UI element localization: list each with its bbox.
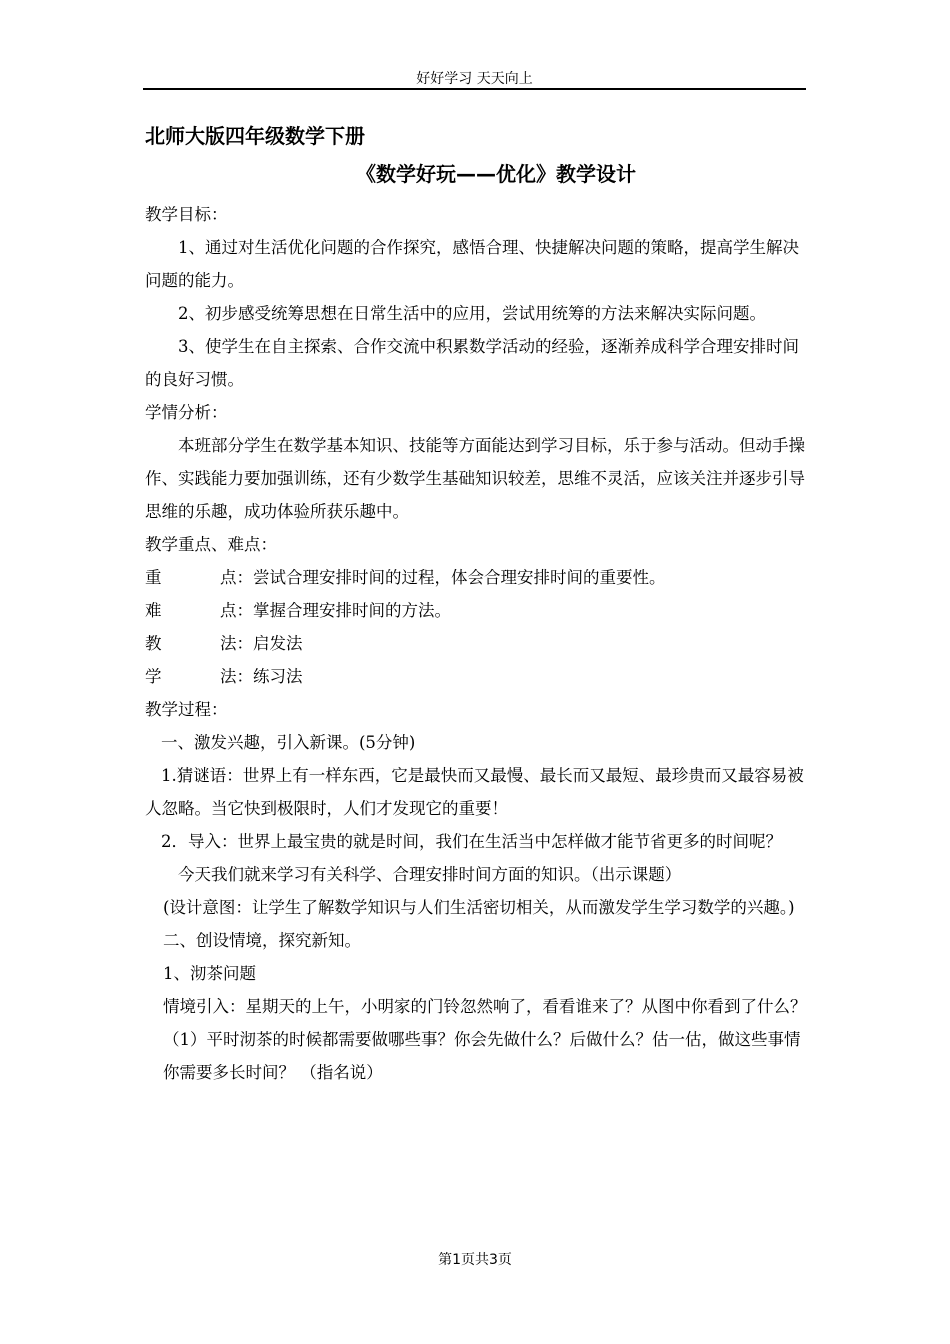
keypoint-label: 难: [145, 601, 162, 620]
subsection-title: 1、沏茶问题: [163, 964, 256, 983]
keypoint-label-suffix: 法：: [220, 634, 253, 653]
keypoint-value: 尝试合理安排时间的过程，体会合理安排时间的重要性。: [253, 568, 666, 587]
paragraph: （1）平时沏茶的时候都需要做哪些事？你会先做什么？后做什么？估一估，做这些事情你需要多长时间？ （指名说）: [163, 1030, 801, 1082]
paragraph: 1.猜谜语：世界上有一样东西，它是最快而又最慢、最长而又最短、最珍贵而又最容易被人忽略。当它快到极限时，人们才发现它的重要！: [145, 766, 804, 818]
page-number: 第1页共3页: [438, 1252, 512, 1268]
keypoint-label: 重: [145, 568, 162, 587]
keypoint-row: [145, 594, 810, 627]
paragraph: 情境引入：星期天的上午，小明家的门铃忽然响了，看看谁来了？从图中你看到了什么？: [163, 997, 807, 1016]
keypoint-label: 学: [145, 667, 162, 686]
keypoint-label-suffix: 法：: [220, 667, 253, 686]
keypoint-row: [145, 561, 810, 594]
goal-item: 3、使学生在自主探索、合作交流中积累数学活动的经验，逐渐养成科学合理安排时间的良好习惯。: [145, 337, 799, 389]
keypoint-value: 掌握合理安排时间的方法。: [253, 601, 451, 620]
goal-item: 2、初步感受统筹思想在日常生活中的应用，尝试用统筹的方法来解决实际问题。: [178, 304, 766, 323]
keypoint-label-suffix: 点：: [220, 568, 253, 587]
keypoint-label: 教: [145, 634, 162, 653]
keypoint-row: [145, 627, 810, 660]
keypoint-row: [145, 660, 810, 693]
header-rule: [143, 88, 806, 90]
keypoints-heading: 教学重点、难点：: [145, 535, 277, 554]
goals-heading: 教学目标：: [145, 205, 228, 224]
analysis-heading: 学情分析：: [145, 403, 228, 422]
keypoint-value: 练习法: [253, 667, 303, 686]
section-title: 一、激发兴趣，引入新课。(5分钟): [161, 733, 416, 752]
keypoint-label-suffix: 点：: [220, 601, 253, 620]
goal-item: 1、通过对生活优化问题的合作探究，感悟合理、快捷解决问题的策略，提高学生解决问题的能力。: [145, 238, 799, 290]
design-note: (设计意图：让学生了解数学知识与人们生活密切相关，从而激发学生学习数学的兴趣。): [163, 898, 795, 917]
page-header: 好好学习 天天向上: [416, 71, 533, 87]
doc-title: 北师大版四年级数学下册: [145, 124, 365, 148]
process-heading: 教学过程：: [145, 700, 228, 719]
paragraph: 2．导入：世界上最宝贵的就是时间，我们在生活当中怎样做才能节省更多的时间呢？: [161, 832, 782, 851]
analysis-text: 本班部分学生在数学基本知识、技能等方面能达到学习目标，乐于参与活动。但动手操作、实践能力要加强训练，还有少数学生基础知识较差，思维不灵活，应该关注并逐步引导思维的乐趣，成功体验所获乐趣中。: [145, 436, 805, 521]
keypoint-value: 启发法: [253, 634, 303, 653]
document-body: [145, 198, 810, 1089]
section-title: 二、创设情境，探究新知。: [163, 931, 361, 950]
paragraph: 今天我们就来学习有关科学、合理安排时间方面的知识。（出示课题）: [178, 865, 682, 884]
doc-subtitle: 《数学好玩——优化》教学设计: [356, 162, 636, 186]
